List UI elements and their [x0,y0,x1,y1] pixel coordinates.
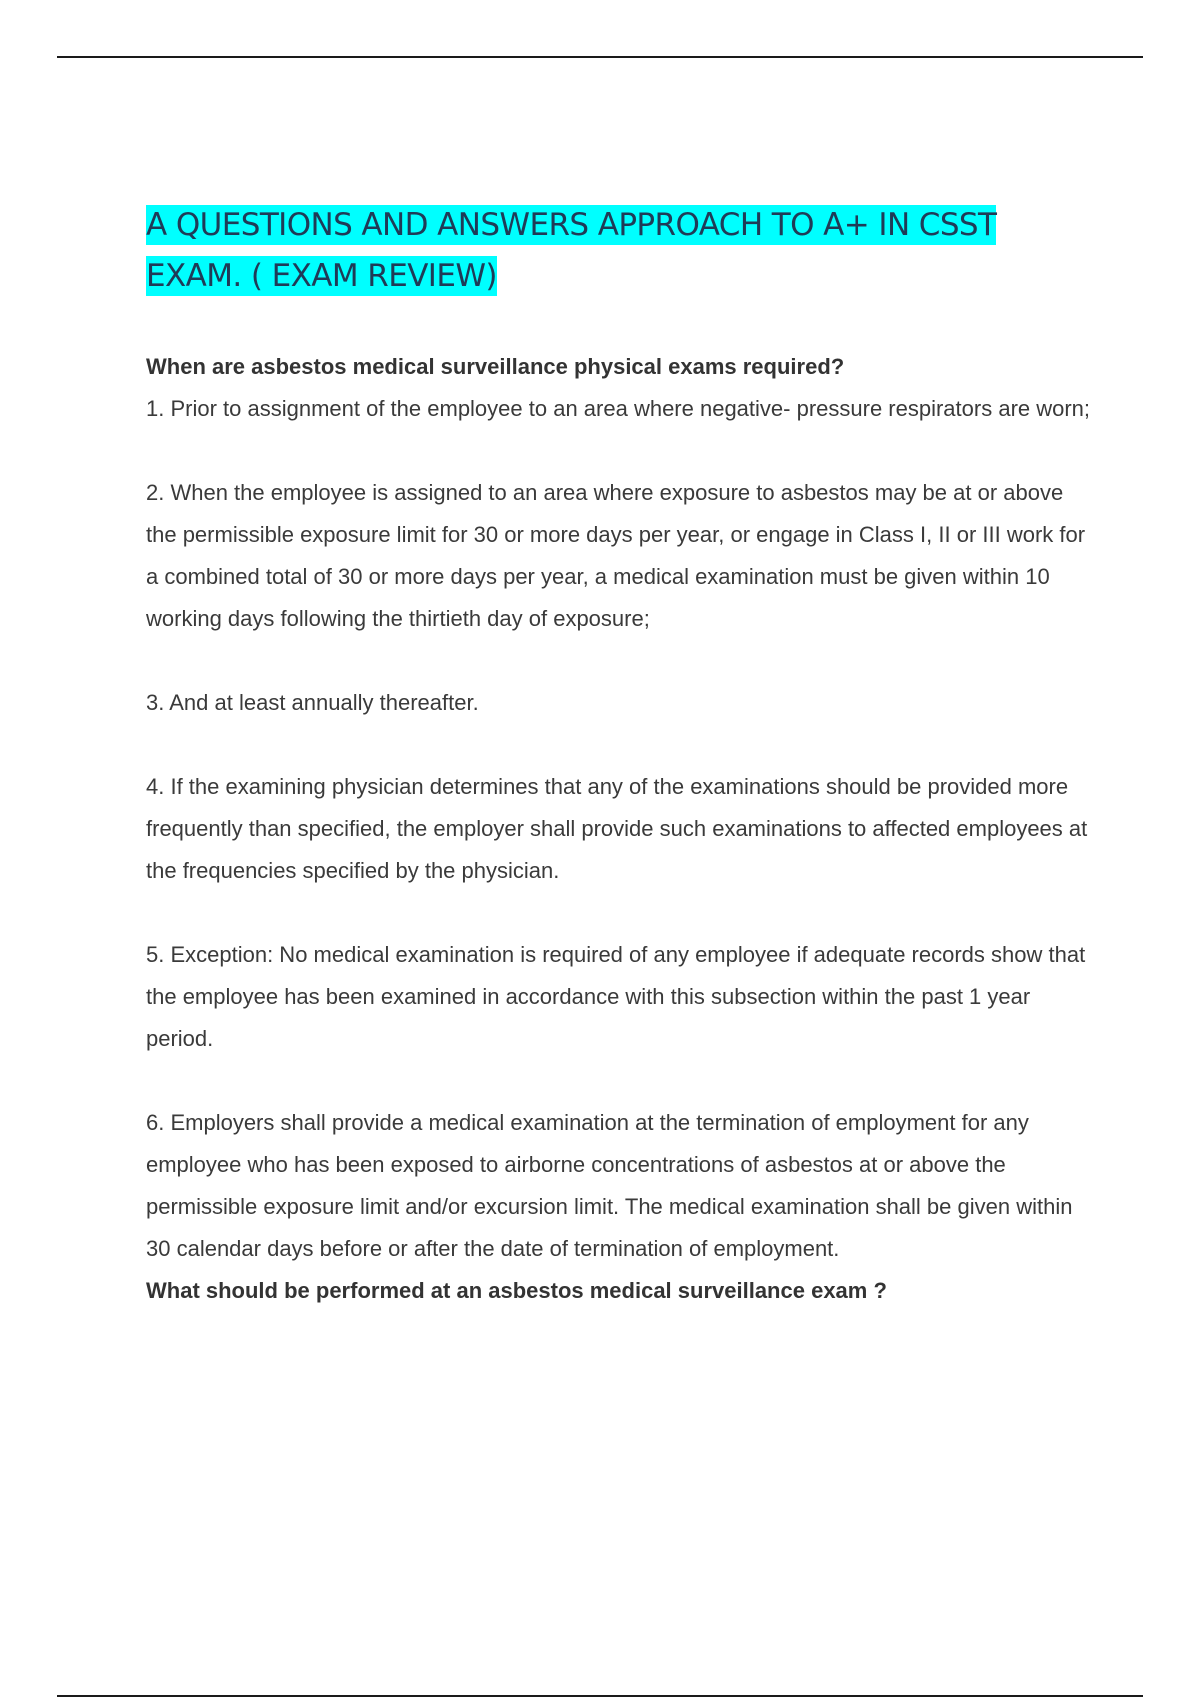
answer-item: 3. And at least annually thereafter. [146,690,479,715]
answer-1 [146,388,1096,1270]
answer-item: 2. When the employee is assigned to an area where exposure to asbestos may be at or above the permissible exposure limit for 30 or more days per year, or engage in Class I, II or III work for a combined total of 30 or more days per year, a medical examination must be given within 10 working days following the thirtieth day of exposure; [146,480,1086,631]
footer-rule [57,1695,1143,1697]
answer-item: 1. Prior to assignment of the employee to an area where negative- pressure respirators are worn; [146,396,1091,421]
header-rule [57,56,1143,58]
question-1: When are asbestos medical surveillance physical exams required? [146,354,845,379]
document-body [146,200,1096,1312]
title-highlight: A QUESTIONS AND ANSWERS APPROACH TO A+ IN CSST EXAM. ( EXAM REVIEW) [146,207,997,294]
document-title [146,200,1096,302]
answer-item: 5. Exception: No medical examination is required of any employee if adequate records show that the employee has been examined in accordance with this subsection within the past 1 year period. [146,942,1086,1051]
answer-item: 6. Employers shall provide a medical examination at the termination of employment for any employee who has been exposed to airborne concentrations of asbestos at or above the permissible exposure limit and/or excursion limit. The medical examination shall be given within 30 calendar days before or after the date of termination of employment. [146,1110,1073,1261]
answer-item: 4. If the examining physician determines that any of the examinations should be provided more frequently than specified, the employer shall provide such examinations to affected employees at the frequencies specified by the physician. [146,774,1088,883]
question-2: What should be performed at an asbestos medical surveillance exam ? [146,1278,887,1303]
